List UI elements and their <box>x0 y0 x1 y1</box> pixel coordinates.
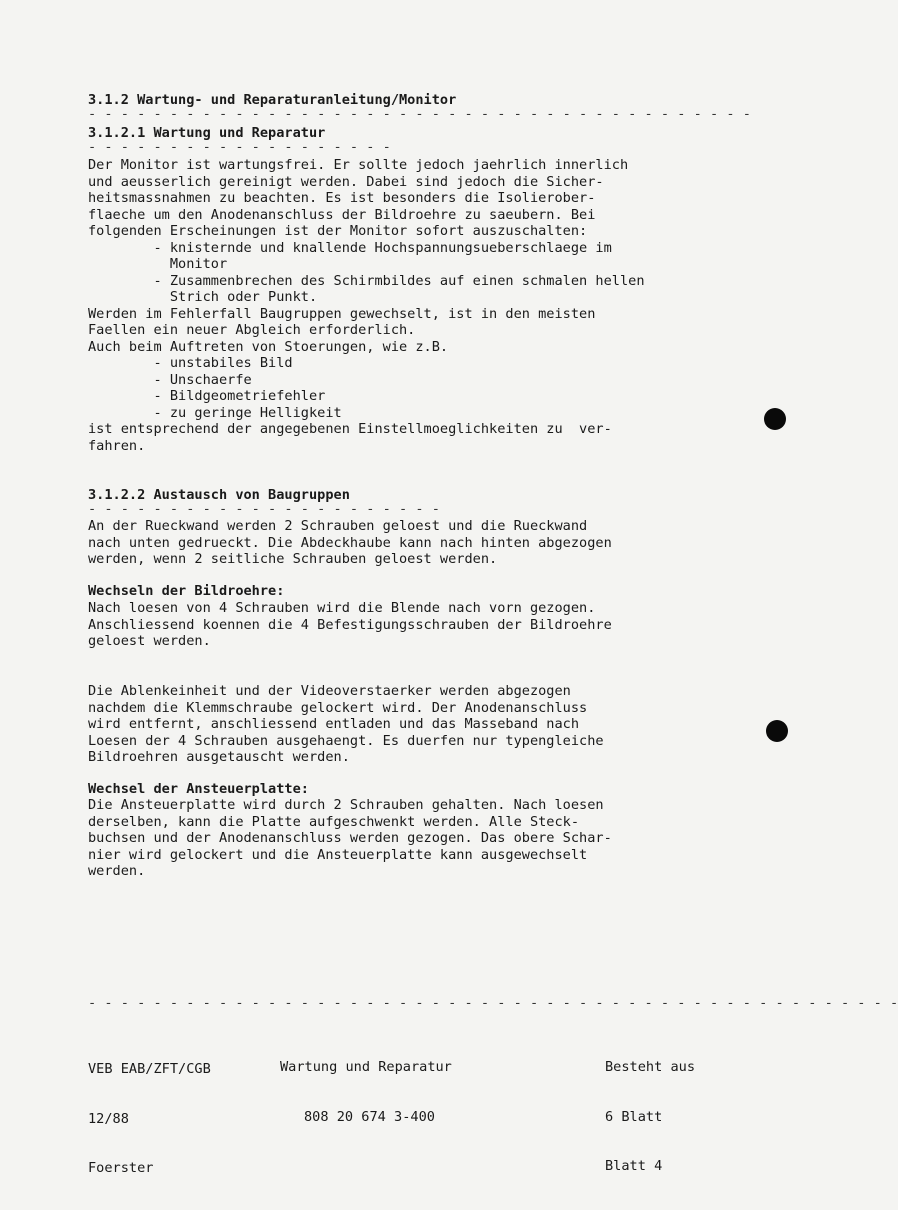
body-text-line: folgenden Erscheinungen ist der Monitor sofort auszuschalten: <box>88 223 588 239</box>
footer-center-line: 808 20 674 3-400 <box>304 1108 435 1125</box>
heading-underline: - - - - - - - - - - - - - - - - - - - <box>88 139 391 155</box>
body-text-line: und aeusserlich gereinigt werden. Dabei sind jedoch die Sicher- <box>88 173 604 190</box>
body-text-line: Monitor <box>88 256 228 272</box>
body-text-line: Anschliessend koennen die 4 Befestigungsschrauben der Bildroehre <box>88 616 612 633</box>
footer-right-line: Besteht aus <box>605 1059 696 1075</box>
heading-underline: - - - - - - - - - - - - - - - - - - - - - - <box>88 501 440 517</box>
body-text-line: Der Monitor ist wartungsfrei. Er sollte jedoch jaehrlich innerlich <box>88 157 629 173</box>
punch-hole <box>764 408 786 430</box>
body-text-line: wird entfernt, anschliessend entladen und das Masseband nach <box>88 716 580 732</box>
body-text-line: Nach loesen von 4 Schrauben wird die Blende nach vorn gezogen. <box>88 600 596 616</box>
body-text-line: Werden im Fehlerfall Baugruppen gewechselt, ist in den meisten <box>88 305 596 322</box>
body-text-line: geloest werden. <box>88 633 211 649</box>
punch-hole <box>766 720 788 742</box>
footer-right-line: 6 Blatt <box>605 1108 663 1125</box>
footer-left-line: 12/88 <box>88 1110 129 1127</box>
footer-right-line: Blatt 4 <box>605 1158 663 1174</box>
heading-underline: - - - - - - - - - - - - - - - - - - - - - - - - - - - - - - - - - - - - - - - - - <box>88 106 751 122</box>
body-text-line: werden. <box>88 863 146 879</box>
body-text-line: Strich oder Punkt. <box>88 289 318 305</box>
body-text-line: - Bildgeometriefehler <box>88 388 326 404</box>
section-heading-3-1-2: 3.1.2 Wartung- und Reparaturanleitung/Monitor <box>88 92 457 108</box>
footer-left-line: VEB EAB/ZFT/CGB <box>88 1061 211 1077</box>
body-text-line: heitsmassnahmen zu beachten. Es ist besonders die Isolierober- <box>88 190 596 206</box>
body-text-line: buchsen und der Anodenanschluss werden gezogen. Das obere Schar- <box>88 830 612 846</box>
footer-center-line: Wartung und Reparatur <box>280 1059 452 1075</box>
section-heading-3-1-2-2: 3.1.2.2 Austausch von Baugruppen <box>88 487 350 503</box>
body-text-line: fahren. <box>88 437 146 454</box>
footer-center <box>280 1026 452 1158</box>
body-text-line: - Unschaerfe <box>88 371 252 388</box>
body-text-line: - knisternde und knallende Hochspannungsueberschlaege im <box>88 239 612 256</box>
footer-left <box>88 1028 211 1210</box>
body-text-line: Loesen der 4 Schrauben ausgehaengt. Es duerfen nur typengleiche <box>88 732 604 749</box>
body-text-line: - unstabiles Bild <box>88 355 293 371</box>
body-text-line: werden, wenn 2 seitliche Schrauben geloest werden. <box>88 551 498 567</box>
body-text-line: nier wird gelockert und die Ansteuerplatte kann ausgewechselt <box>88 846 588 863</box>
body-text-line: nach unten gedrueckt. Die Abdeckhaube kann nach hinten abgezogen <box>88 534 612 551</box>
body-text-line: Faellen ein neuer Abgleich erforderlich. <box>88 322 416 338</box>
body-text-line: Auch beim Auftreten von Stoerungen, wie z.B. <box>88 338 449 355</box>
body-text-line: Bildroehren ausgetauscht werden. <box>88 749 350 765</box>
body-text-line: An der Rueckwand werden 2 Schrauben geloest und die Rueckwand <box>88 518 588 534</box>
body-text-line: Die Ansteuerplatte wird durch 2 Schrauben gehalten. Nach loesen <box>88 797 604 813</box>
body-text-line: Die Ablenkeinheit und der Videoverstaerker werden abgezogen <box>88 683 571 699</box>
body-text-line: - Zusammenbrechen des Schirmbildes auf einen schmalen hellen <box>88 272 645 289</box>
body-text-line: nachdem die Klemmschraube gelockert wird. Der Anodenanschluss <box>88 699 588 716</box>
footer-divider: - - - - - - - - - - - - - - - - - - - - - - - - - - - - - - - - - - - - - - - - - - - - - - - - - - <box>88 995 898 1011</box>
body-text-line: flaeche um den Anodenanschluss der Bildroehre zu saeubern. Bei <box>88 206 596 223</box>
body-text-line: ist entsprechend der angegebenen Einstellmoeglichkeiten zu ver- <box>88 421 612 437</box>
subheading-ansteuerplatte: Wechsel der Ansteuerplatte: <box>88 781 309 797</box>
body-text-line: - zu geringe Helligkeit <box>88 404 342 421</box>
body-text-line: derselben, kann die Platte aufgeschwenkt werden. Alle Steck- <box>88 813 580 830</box>
subheading-bildroehre: Wechseln der Bildroehre: <box>88 583 285 599</box>
footer-left-line: Foerster <box>88 1160 154 1176</box>
footer-right <box>605 1026 695 1208</box>
section-heading-3-1-2-1: 3.1.2.1 Wartung und Reparatur <box>88 125 326 141</box>
